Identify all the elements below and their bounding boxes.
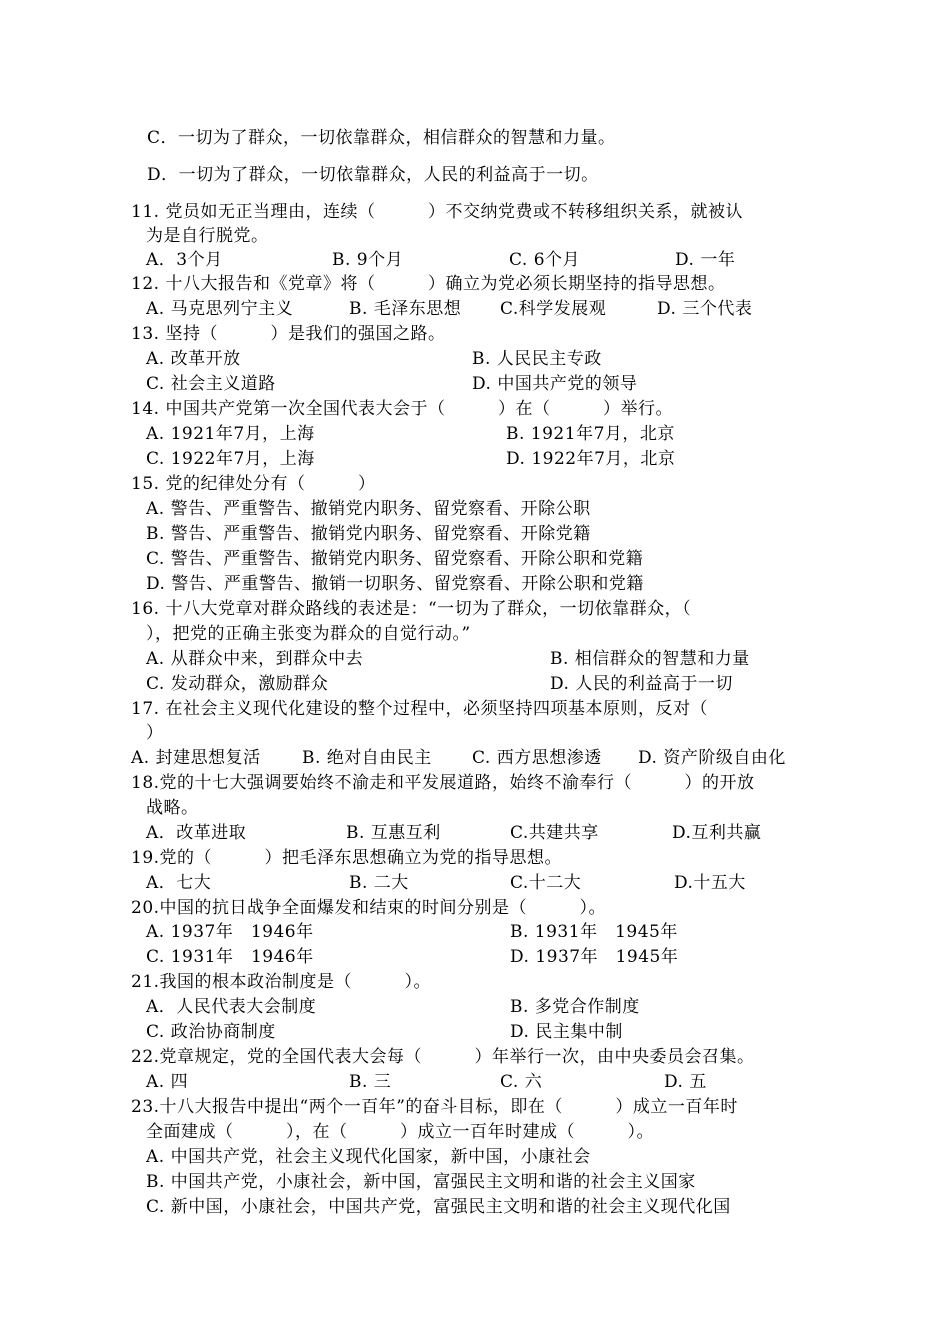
option-d: D．一切为了群众，一切依靠群众，人民的利益高于一切。 bbox=[147, 165, 599, 185]
q13-option-d: D. 中国共产党的领导 bbox=[472, 374, 638, 394]
q20-option-d: D. 1937年 1945年 bbox=[510, 947, 679, 967]
q22-option-d: D. 五 bbox=[664, 1072, 707, 1092]
q19-option-c: C.十二大 bbox=[510, 873, 582, 893]
question-18-line-2: 战略。 bbox=[146, 798, 199, 818]
q19-option-a: A．七大 bbox=[146, 873, 212, 893]
question-17-line-2: ） bbox=[146, 723, 164, 743]
q12-option-b: B. 毛泽东思想 bbox=[349, 299, 462, 319]
q21-option-c: C. 政治协商制度 bbox=[146, 1022, 276, 1042]
q19-option-d: D.十五大 bbox=[674, 873, 746, 893]
q16-option-b: B. 相信群众的智慧和力量 bbox=[550, 649, 750, 669]
question-20: 20.中国的抗日战争全面爆发和结束的时间分别是（ ）。 bbox=[131, 898, 607, 918]
q16-option-a: A. 从群众中来，到群众中去 bbox=[146, 649, 364, 669]
q17-option-a: A. 封建思想复活 bbox=[131, 748, 261, 768]
q18-option-d: D.互利共赢 bbox=[672, 823, 762, 843]
question-19: 19.党的（ ）把毛泽东思想确立为党的指导思想。 bbox=[131, 848, 563, 868]
question-17-line-1: 17. 在社会主义现代化建设的整个过程中，必须坚持四项基本原则，反对（ bbox=[131, 699, 708, 719]
question-15: 15. 党的纪律处分有（ ） bbox=[131, 474, 376, 494]
question-23-line-2: 全面建成（ ），在（ ）成立一百年时建成（ ）。 bbox=[146, 1122, 654, 1142]
question-23-line-1: 23.十八大报告中提出“两个一百年”的奋斗目标，即在（ ）成立一百年时 bbox=[131, 1097, 738, 1117]
question-11-line-2: 为是自行脱党。 bbox=[146, 226, 269, 246]
q11-option-a: A．3个月 bbox=[146, 250, 223, 270]
q15-option-d: D. 警告、严重警告、撤销一切职务、留党察看、开除公职和党籍 bbox=[146, 574, 644, 594]
question-14: 14. 中国共产党第一次全国代表大会于（ ）在（ ）举行。 bbox=[131, 399, 673, 419]
q17-option-d: D. 资产阶级自由化 bbox=[638, 748, 786, 768]
q15-option-a: A. 警告、严重警告、撤销党内职务、留党察看、开除公职 bbox=[146, 499, 591, 519]
q18-option-a: A．改革进取 bbox=[146, 823, 247, 843]
q21-option-b: B. 多党合作制度 bbox=[510, 997, 640, 1017]
q22-option-b: B. 三 bbox=[349, 1072, 392, 1092]
q12-option-d: D. 三个代表 bbox=[657, 299, 753, 319]
q22-option-c: C. 六 bbox=[500, 1072, 543, 1092]
q21-option-a: A．人民代表大会制度 bbox=[146, 997, 317, 1017]
q20-option-c: C. 1931年 1946年 bbox=[146, 947, 314, 967]
q14-option-d: D. 1922年7月，北京 bbox=[506, 449, 676, 469]
q18-option-b: B. 互惠互利 bbox=[346, 823, 441, 843]
question-13: 13. 坚持（ ）是我们的强国之路。 bbox=[131, 324, 446, 344]
q19-option-b: B. 二大 bbox=[349, 873, 409, 893]
q15-option-b: B. 警告、严重警告、撤销党内职务、留党察看、开除党籍 bbox=[146, 524, 591, 544]
question-21: 21.我国的根本政治制度是（ ）。 bbox=[131, 972, 432, 992]
option-c: C．一切为了群众，一切依靠群众，相信群众的智慧和力量。 bbox=[147, 128, 616, 148]
q23-option-a: A. 中国共产党，社会主义现代化国家，新中国，小康社会 bbox=[146, 1147, 591, 1167]
q11-option-d: D. 一年 bbox=[675, 250, 736, 270]
q16-option-d: D. 人民的利益高于一切 bbox=[550, 674, 733, 694]
q17-option-b: B. 绝对自由民主 bbox=[302, 748, 432, 768]
q16-option-c: C. 发动群众，激励群众 bbox=[146, 674, 329, 694]
q17-option-c: C. 西方思想渗透 bbox=[472, 748, 602, 768]
q13-option-c: C. 社会主义道路 bbox=[146, 374, 276, 394]
q12-option-a: A. 马克思列宁主义 bbox=[146, 299, 294, 319]
q11-option-b: B. 9个月 bbox=[332, 250, 404, 270]
question-22: 22.党章规定，党的全国代表大会每（ ）年举行一次，由中央委员会召集。 bbox=[131, 1047, 755, 1067]
q21-option-d: D. 民主集中制 bbox=[510, 1022, 623, 1042]
q14-option-c: C. 1922年7月，上海 bbox=[146, 449, 315, 469]
question-12: 12. 十八大报告和《党章》将（ ）确立为党必须长期坚持的指导思想。 bbox=[131, 274, 726, 294]
q14-option-a: A. 1921年7月，上海 bbox=[146, 424, 315, 444]
question-11-line-1: 11. 党员如无正当理由，连续（ ）不交纳党费或不转移组织关系，就被认 bbox=[131, 202, 743, 222]
q20-option-a: A. 1937年 1946年 bbox=[146, 922, 314, 942]
q23-option-c: C. 新中国，小康社会，中国共产党，富强民主文明和谐的社会主义现代化国 bbox=[146, 1197, 731, 1217]
q18-option-c: C.共建共享 bbox=[510, 823, 599, 843]
question-16-line-2: ），把党的正确主张变为群众的自觉行动。” bbox=[146, 624, 471, 644]
question-18-line-1: 18.党的十七大强调要始终不渝走和平发展道路，始终不渝奉行（ ）的开放 bbox=[131, 773, 755, 793]
q14-option-b: B. 1921年7月，北京 bbox=[506, 424, 675, 444]
q20-option-b: B. 1931年 1945年 bbox=[510, 922, 678, 942]
q13-option-b: B. 人民民主专政 bbox=[472, 349, 602, 369]
q13-option-a: A. 改革开放 bbox=[146, 349, 241, 369]
q11-option-c: C. 6个月 bbox=[509, 250, 581, 270]
q15-option-c: C. 警告、严重警告、撤销党内职务、留党察看、开除公职和党籍 bbox=[146, 549, 644, 569]
q12-option-c: C.科学发展观 bbox=[500, 299, 607, 319]
question-16-line-1: 16. 十八大党章对群众路线的表述是：“一切为了群众，一切依靠群众，（ bbox=[131, 599, 692, 619]
q22-option-a: A. 四 bbox=[146, 1072, 189, 1092]
q23-option-b: B. 中国共产党，小康社会，新中国，富强民主文明和谐的社会主义国家 bbox=[146, 1172, 696, 1192]
